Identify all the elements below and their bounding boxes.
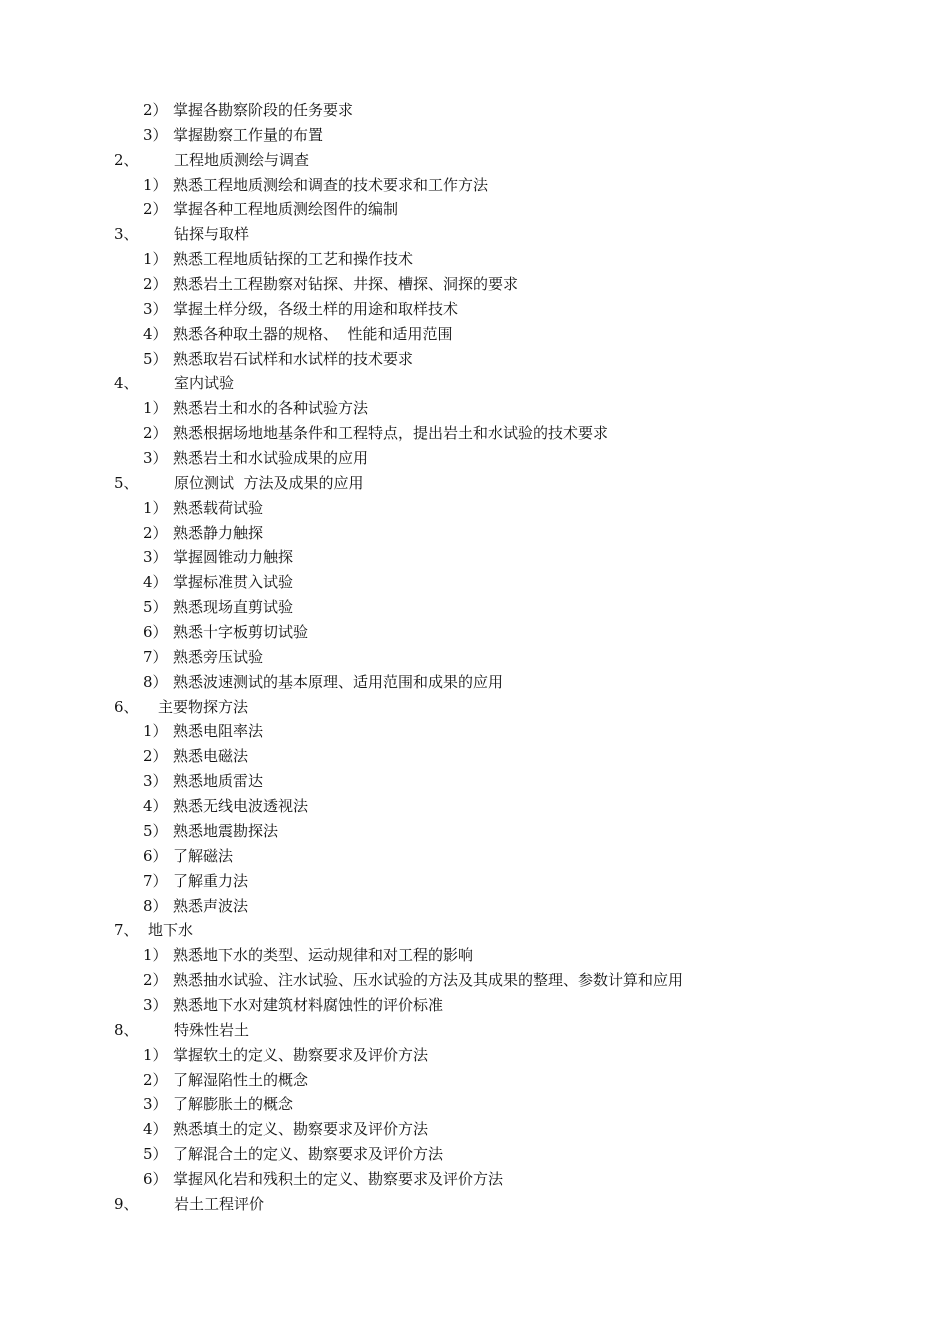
list-item <box>0 894 950 919</box>
item-number: 1） <box>143 175 168 194</box>
section-number: 5、 <box>114 473 139 492</box>
item-text: 熟悉地下水的类型、运动规律和对工程的影响 <box>173 946 474 965</box>
item-number: 5） <box>143 821 168 840</box>
item-text: 熟悉工程地质测绘和调查的技术要求和工作方法 <box>173 175 489 194</box>
section-heading <box>0 471 950 496</box>
item-number: 1） <box>143 498 168 517</box>
item-number: 2） <box>143 101 168 119</box>
item-number: 3） <box>143 125 168 144</box>
list-item <box>0 173 950 198</box>
list-item <box>0 719 950 744</box>
item-number: 3） <box>143 995 168 1014</box>
section-title: 主要物探方法 <box>158 697 249 716</box>
item-number: 6） <box>143 623 168 642</box>
item-text: 掌握标准贯入试验 <box>173 573 294 592</box>
section-heading <box>0 918 950 943</box>
section-number: 3、 <box>114 225 139 244</box>
item-text: 熟悉电阻率法 <box>173 722 264 741</box>
item-text: 熟悉填土的定义、勘察要求及评价方法 <box>173 1120 429 1139</box>
item-text: 熟悉岩土和水的各种试验方法 <box>173 399 369 418</box>
list-item <box>0 844 950 869</box>
item-text: 熟悉旁压试验 <box>173 647 264 666</box>
item-number: 5） <box>143 598 168 617</box>
item-number: 8） <box>143 672 168 691</box>
section-number: 2、 <box>114 150 139 169</box>
list-item <box>0 1117 950 1142</box>
list-item <box>0 521 950 546</box>
list-item <box>0 322 950 347</box>
section-number: 6、 <box>114 697 139 716</box>
item-number: 6） <box>143 846 168 865</box>
section-number: 8、 <box>114 1020 139 1039</box>
item-text: 了解磁法 <box>173 846 234 865</box>
item-text: 了解湿陷性土的概念 <box>173 1070 309 1089</box>
item-text: 熟悉工程地质钻探的工艺和操作技术 <box>173 250 414 269</box>
list-item <box>0 98 950 123</box>
item-text: 熟悉载荷试验 <box>173 498 264 517</box>
item-text: 熟悉静力触探 <box>173 523 264 542</box>
item-number: 1） <box>143 722 168 741</box>
section-title: 工程地质测绘与调查 <box>174 150 310 169</box>
item-number: 2） <box>143 971 168 990</box>
item-number: 5） <box>143 349 168 368</box>
item-number: 7） <box>143 871 168 890</box>
list-item <box>0 744 950 769</box>
list-item <box>0 247 950 272</box>
list-item <box>0 670 950 695</box>
list-item <box>0 869 950 894</box>
item-number: 4） <box>143 797 168 816</box>
list-item <box>0 545 950 570</box>
item-number: 3） <box>143 1095 168 1114</box>
item-text: 掌握风化岩和残积土的定义、勘察要求及评价方法 <box>173 1169 504 1188</box>
item-text: 了解重力法 <box>173 871 249 890</box>
item-number: 5） <box>143 1145 168 1164</box>
item-text: 熟悉各种取土器的规格、 性能和适用范围 <box>173 324 453 343</box>
item-number: 1） <box>143 946 168 965</box>
item-text: 掌握各种工程地质测绘图件的编制 <box>173 200 399 219</box>
item-number: 3） <box>143 548 168 567</box>
section-heading <box>0 695 950 720</box>
section-number: 7、 <box>114 921 139 940</box>
item-number: 6） <box>143 1169 168 1188</box>
item-number: 4） <box>143 324 168 343</box>
list-item <box>0 396 950 421</box>
section-title: 地下水 <box>148 921 194 940</box>
section-number: 4、 <box>114 374 139 393</box>
item-text: 掌握软土的定义、勘察要求及评价方法 <box>173 1045 429 1064</box>
item-number: 2） <box>143 424 168 443</box>
item-text: 掌握土样分级，各级土样的用途和取样技术 <box>173 299 459 318</box>
list-item <box>0 1142 950 1167</box>
list-item <box>0 620 950 645</box>
list-item <box>0 993 950 1018</box>
list-item <box>0 595 950 620</box>
document-body <box>0 98 950 1217</box>
item-text: 熟悉岩土和水试验成果的应用 <box>173 449 369 468</box>
item-text: 掌握各勘察阶段的任务要求 <box>173 101 354 119</box>
item-number: 2） <box>143 747 168 766</box>
list-item <box>0 272 950 297</box>
section-title: 原位测试 方法及成果的应用 <box>174 473 364 492</box>
list-item <box>0 197 950 222</box>
list-item <box>0 421 950 446</box>
item-number: 3） <box>143 772 168 791</box>
list-item <box>0 943 950 968</box>
item-number: 1） <box>143 250 168 269</box>
section-title: 岩土工程评价 <box>174 1194 265 1213</box>
item-text: 熟悉根据场地地基条件和工程特点，提出岩土和水试验的技术要求 <box>173 424 609 443</box>
item-number: 8） <box>143 896 168 915</box>
list-item <box>0 297 950 322</box>
item-text: 掌握勘察工作量的布置 <box>173 125 324 144</box>
item-number: 3） <box>143 299 168 318</box>
item-text: 熟悉声波法 <box>173 896 249 915</box>
item-number: 4） <box>143 573 168 592</box>
list-item <box>0 1092 950 1117</box>
item-text: 了解膨胀土的概念 <box>173 1095 294 1114</box>
item-number: 4） <box>143 1120 168 1139</box>
item-number: 3） <box>143 449 168 468</box>
section-number: 9、 <box>114 1194 139 1213</box>
item-number: 1） <box>143 399 168 418</box>
item-number: 7） <box>143 647 168 666</box>
item-text: 熟悉取岩石试样和水试样的技术要求 <box>173 349 414 368</box>
item-text: 掌握圆锥动力触探 <box>173 548 294 567</box>
section-title: 室内试验 <box>174 374 235 393</box>
list-item <box>0 1068 950 1093</box>
item-number: 2） <box>143 275 168 294</box>
item-text: 熟悉地质雷达 <box>173 772 264 791</box>
item-number: 2） <box>143 200 168 219</box>
list-item <box>0 123 950 148</box>
section-heading <box>0 1192 950 1217</box>
item-number: 2） <box>143 1070 168 1089</box>
list-item <box>0 347 950 372</box>
item-text: 熟悉电磁法 <box>173 747 249 766</box>
list-item <box>0 769 950 794</box>
list-item <box>0 1167 950 1192</box>
section-title: 特殊性岩土 <box>174 1020 250 1039</box>
item-text: 熟悉地震勘探法 <box>173 821 279 840</box>
item-text: 熟悉现场直剪试验 <box>173 598 294 617</box>
item-text: 熟悉十字板剪切试验 <box>173 623 309 642</box>
item-text: 熟悉无线电波透视法 <box>173 797 309 816</box>
item-number: 2） <box>143 523 168 542</box>
section-heading <box>0 1018 950 1043</box>
list-item <box>0 819 950 844</box>
item-text: 熟悉地下水对建筑材料腐蚀性的评价标准 <box>173 995 444 1014</box>
list-item <box>0 1043 950 1068</box>
section-heading <box>0 222 950 247</box>
list-item <box>0 645 950 670</box>
list-item <box>0 794 950 819</box>
list-item <box>0 968 950 993</box>
section-heading <box>0 148 950 173</box>
list-item <box>0 570 950 595</box>
item-text: 熟悉抽水试验、注水试验、压水试验的方法及其成果的整理、参数计算和应用 <box>173 971 684 990</box>
section-title: 钻探与取样 <box>174 225 250 244</box>
item-text: 了解混合土的定义、勘察要求及评价方法 <box>173 1145 444 1164</box>
item-text: 熟悉波速测试的基本原理、适用范围和成果的应用 <box>173 672 504 691</box>
item-text: 熟悉岩土工程勘察对钻探、井探、槽探、洞探的要求 <box>173 275 519 294</box>
section-heading <box>0 371 950 396</box>
item-number: 1） <box>143 1045 168 1064</box>
list-item <box>0 496 950 521</box>
list-item <box>0 446 950 471</box>
